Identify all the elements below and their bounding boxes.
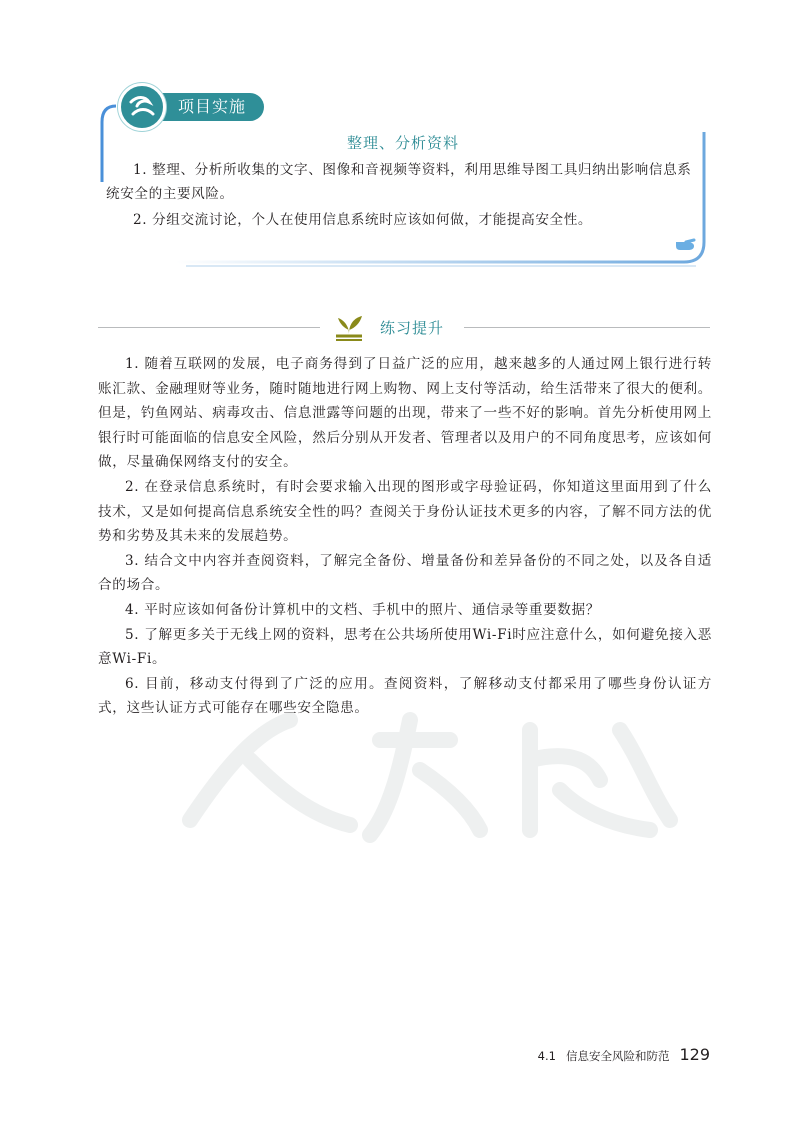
exercise-item-6: 6. 目前，移动支付得到了广泛的应用。查阅资料，了解移动支付都采用了哪些身份认证方式，这些认证方式可能存在哪些安全隐患。 [98, 675, 712, 717]
sprout-icon [332, 314, 366, 342]
exercise-title: 练习提升 [380, 319, 445, 337]
exercise-header [98, 314, 710, 344]
pointing-hand-icon [674, 236, 696, 252]
exercise-body [98, 352, 712, 721]
project-paragraph-2: 2. 分组交流讨论，个人在使用信息系统时应该如何做，才能提高安全性。 [133, 212, 593, 228]
project-paragraph-1: 1. 整理、分析所收集的文字、图像和音视频等资料，利用思维导图工具归纳出影响信息系统安全的主要风险。 [106, 162, 692, 202]
publisher-watermark-image [150, 700, 710, 850]
page-number: 129 [679, 1045, 710, 1064]
exercise-item-5: 5. 了解更多关于无线上网的资料，思考在公共场所使用Wi-Fi时应注意什么，如何避免接入恶意Wi-Fi。 [98, 626, 712, 668]
exercise-divider-left [98, 327, 320, 328]
footer-chapter-title: 信息安全风险和防范 [565, 1049, 670, 1063]
project-heading: 整理、分析资料 [346, 134, 459, 152]
project-badge-label: 项目实施 [156, 93, 264, 121]
exercise-divider-right [464, 327, 710, 328]
exercise-item-1: 1. 随着互联网的发展，电子商务得到了日益广泛的应用，越来越多的人通过网上银行进行转账汇款、金融理财等业务，随时随地进行网上购物、网上支付等活动，给生活带来了很大的便利。但是，钓鱼网站、病毒攻击、信息泄露等问题的出现，带来了一些不好的影响。首先分析使用网上银行时可能面临的信息安全风险，然后分别从开发者、管理者以及用户的不同角度思考，应该如何做，尽量确保网络支付的安全。 [98, 356, 712, 471]
wave-icon [118, 83, 166, 131]
exercise-item-4: 4. 平时应该如何备份计算机中的文档、手机中的照片、通信录等重要数据？ [125, 601, 601, 618]
exercise-item-3: 3. 结合文中内容并查阅资料，了解完全备份、增量备份和差异备份的不同之处，以及各自适合的场合。 [98, 552, 712, 594]
footer-section-number: 4.1 [537, 1049, 556, 1063]
project-badge [118, 92, 264, 122]
page-footer [538, 1045, 710, 1064]
exercise-item-2: 2. 在登录信息系统时，有时会要求输入出现的图形或字母验证码，你知道这里面用到了什么技术，又是如何提高信息系统安全性的吗？查阅关于身份认证技术更多的内容，了解不同方法的优势和劣势及其未来的发展趋势。 [98, 478, 712, 545]
project-implementation-box [96, 92, 710, 268]
